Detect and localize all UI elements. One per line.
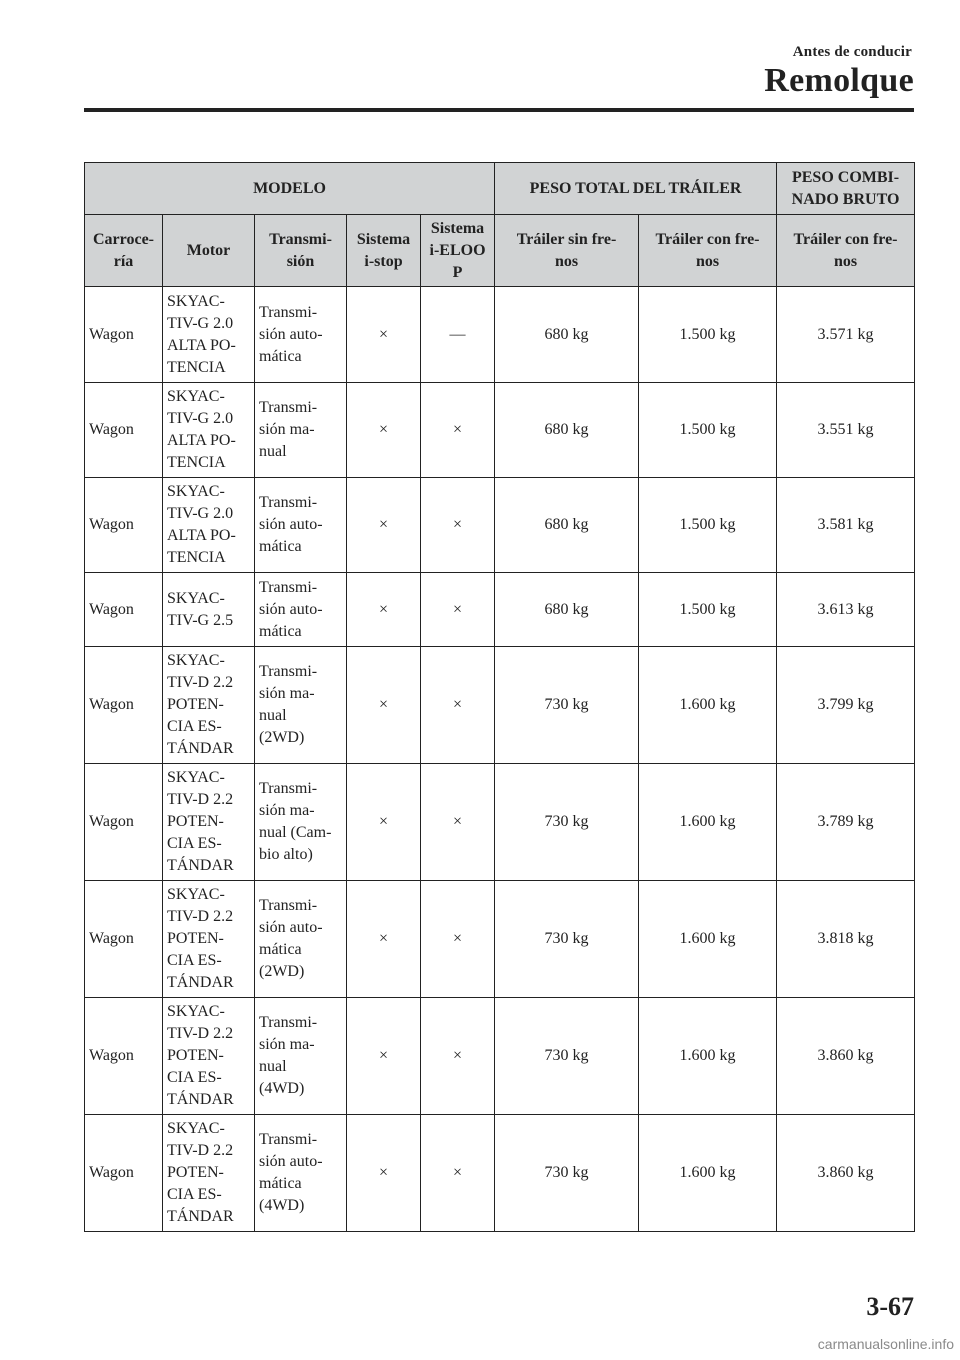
cell-engine: SKYAC- TIV-D 2.2 POTEN- CIA ES- TÁNDAR — [163, 764, 255, 881]
table-row — [85, 383, 915, 478]
cell-braked: 1.500 kg — [639, 478, 777, 573]
cell-ieloop: × — [421, 764, 495, 881]
table-row — [85, 647, 915, 764]
col-ieloop: Sistema i-ELOO P — [421, 215, 495, 287]
cell-ieloop: × — [421, 881, 495, 998]
cell-gross: 3.581 kg — [777, 478, 915, 573]
cell-unbraked: 680 kg — [495, 287, 639, 383]
cell-transmission: Transmi- sión ma- nual (4WD) — [255, 998, 347, 1115]
col-istop: Sistema i-stop — [347, 215, 421, 287]
cell-ieloop: × — [421, 1115, 495, 1232]
cell-engine: SKYAC- TIV-D 2.2 POTEN- CIA ES- TÁNDAR — [163, 647, 255, 764]
column-header-row — [85, 215, 915, 287]
towing-capacity-table — [84, 162, 915, 1232]
col-engine: Motor — [163, 215, 255, 287]
col-body: Carroce- ría — [85, 215, 163, 287]
cell-unbraked: 680 kg — [495, 478, 639, 573]
cell-body: Wagon — [85, 881, 163, 998]
table-row — [85, 998, 915, 1115]
cell-istop: × — [347, 1115, 421, 1232]
table-row — [85, 764, 915, 881]
header-model: MODELO — [85, 163, 495, 215]
cell-istop: × — [347, 573, 421, 647]
cell-transmission: Transmi- sión auto- mática — [255, 478, 347, 573]
cell-unbraked: 680 kg — [495, 573, 639, 647]
cell-istop: × — [347, 383, 421, 478]
cell-istop: × — [347, 287, 421, 383]
table-body — [85, 287, 915, 1232]
cell-transmission: Transmi- sión auto- mática (4WD) — [255, 1115, 347, 1232]
cell-transmission: Transmi- sión auto- mática — [255, 573, 347, 647]
cell-engine: SKYAC- TIV-G 2.0 ALTA PO- TENCIA — [163, 287, 255, 383]
cell-istop: × — [347, 998, 421, 1115]
cell-braked: 1.600 kg — [639, 881, 777, 998]
table-header — [85, 163, 915, 287]
cell-transmission: Transmi- sión ma- nual (Cam- bio alto) — [255, 764, 347, 881]
cell-unbraked: 730 kg — [495, 1115, 639, 1232]
cell-braked: 1.600 kg — [639, 647, 777, 764]
cell-body: Wagon — [85, 647, 163, 764]
cell-gross: 3.860 kg — [777, 998, 915, 1115]
cell-ieloop: × — [421, 383, 495, 478]
cell-transmission: Transmi- sión ma- nual — [255, 383, 347, 478]
cell-unbraked: 730 kg — [495, 881, 639, 998]
cell-gross: 3.571 kg — [777, 287, 915, 383]
cell-body: Wagon — [85, 1115, 163, 1232]
cell-braked: 1.600 kg — [639, 764, 777, 881]
cell-unbraked: 680 kg — [495, 383, 639, 478]
table-row — [85, 478, 915, 573]
col-transmission: Transmi- sión — [255, 215, 347, 287]
cell-braked: 1.600 kg — [639, 998, 777, 1115]
table-row — [85, 573, 915, 647]
watermark: carmanualsonline.info — [817, 1336, 954, 1352]
cell-body: Wagon — [85, 573, 163, 647]
cell-ieloop: × — [421, 478, 495, 573]
cell-engine: SKYAC- TIV-G 2.5 — [163, 573, 255, 647]
header-divider — [84, 108, 914, 112]
cell-istop: × — [347, 647, 421, 764]
cell-braked: 1.600 kg — [639, 1115, 777, 1232]
page-title: Remolque — [764, 62, 914, 99]
cell-ieloop: × — [421, 647, 495, 764]
cell-body: Wagon — [85, 998, 163, 1115]
cell-gross: 3.860 kg — [777, 1115, 915, 1232]
cell-istop: × — [347, 764, 421, 881]
cell-transmission: Transmi- sión ma- nual (2WD) — [255, 647, 347, 764]
cell-body: Wagon — [85, 764, 163, 881]
cell-istop: × — [347, 478, 421, 573]
page-number: 3-67 — [866, 1292, 914, 1321]
cell-gross: 3.613 kg — [777, 573, 915, 647]
cell-transmission: Transmi- sión auto- mática — [255, 287, 347, 383]
cell-braked: 1.500 kg — [639, 287, 777, 383]
table-row — [85, 881, 915, 998]
cell-braked: 1.500 kg — [639, 573, 777, 647]
cell-gross: 3.551 kg — [777, 383, 915, 478]
cell-istop: × — [347, 881, 421, 998]
cell-ieloop: — — [421, 287, 495, 383]
cell-body: Wagon — [85, 383, 163, 478]
table-row — [85, 1115, 915, 1232]
cell-body: Wagon — [85, 287, 163, 383]
cell-gross: 3.818 kg — [777, 881, 915, 998]
cell-engine: SKYAC- TIV-G 2.0 ALTA PO- TENCIA — [163, 383, 255, 478]
section-label: Antes de conducir — [792, 44, 912, 60]
header-gross-combined: PESO COMBI- NADO BRUTO — [777, 163, 915, 215]
cell-unbraked: 730 kg — [495, 647, 639, 764]
group-header-row — [85, 163, 915, 215]
cell-body: Wagon — [85, 478, 163, 573]
col-unbraked: Tráiler sin fre- nos — [495, 215, 639, 287]
cell-transmission: Transmi- sión auto- mática (2WD) — [255, 881, 347, 998]
cell-braked: 1.500 kg — [639, 383, 777, 478]
cell-ieloop: × — [421, 998, 495, 1115]
cell-engine: SKYAC- TIV-D 2.2 POTEN- CIA ES- TÁNDAR — [163, 1115, 255, 1232]
col-braked: Tráiler con fre- nos — [639, 215, 777, 287]
cell-ieloop: × — [421, 573, 495, 647]
cell-unbraked: 730 kg — [495, 998, 639, 1115]
header-total-weight: PESO TOTAL DEL TRÁILER — [495, 163, 777, 215]
cell-unbraked: 730 kg — [495, 764, 639, 881]
cell-engine: SKYAC- TIV-G 2.0 ALTA PO- TENCIA — [163, 478, 255, 573]
col-braked-combined: Tráiler con fre- nos — [777, 215, 915, 287]
cell-gross: 3.789 kg — [777, 764, 915, 881]
cell-gross: 3.799 kg — [777, 647, 915, 764]
table-row — [85, 287, 915, 383]
cell-engine: SKYAC- TIV-D 2.2 POTEN- CIA ES- TÁNDAR — [163, 998, 255, 1115]
cell-engine: SKYAC- TIV-D 2.2 POTEN- CIA ES- TÁNDAR — [163, 881, 255, 998]
